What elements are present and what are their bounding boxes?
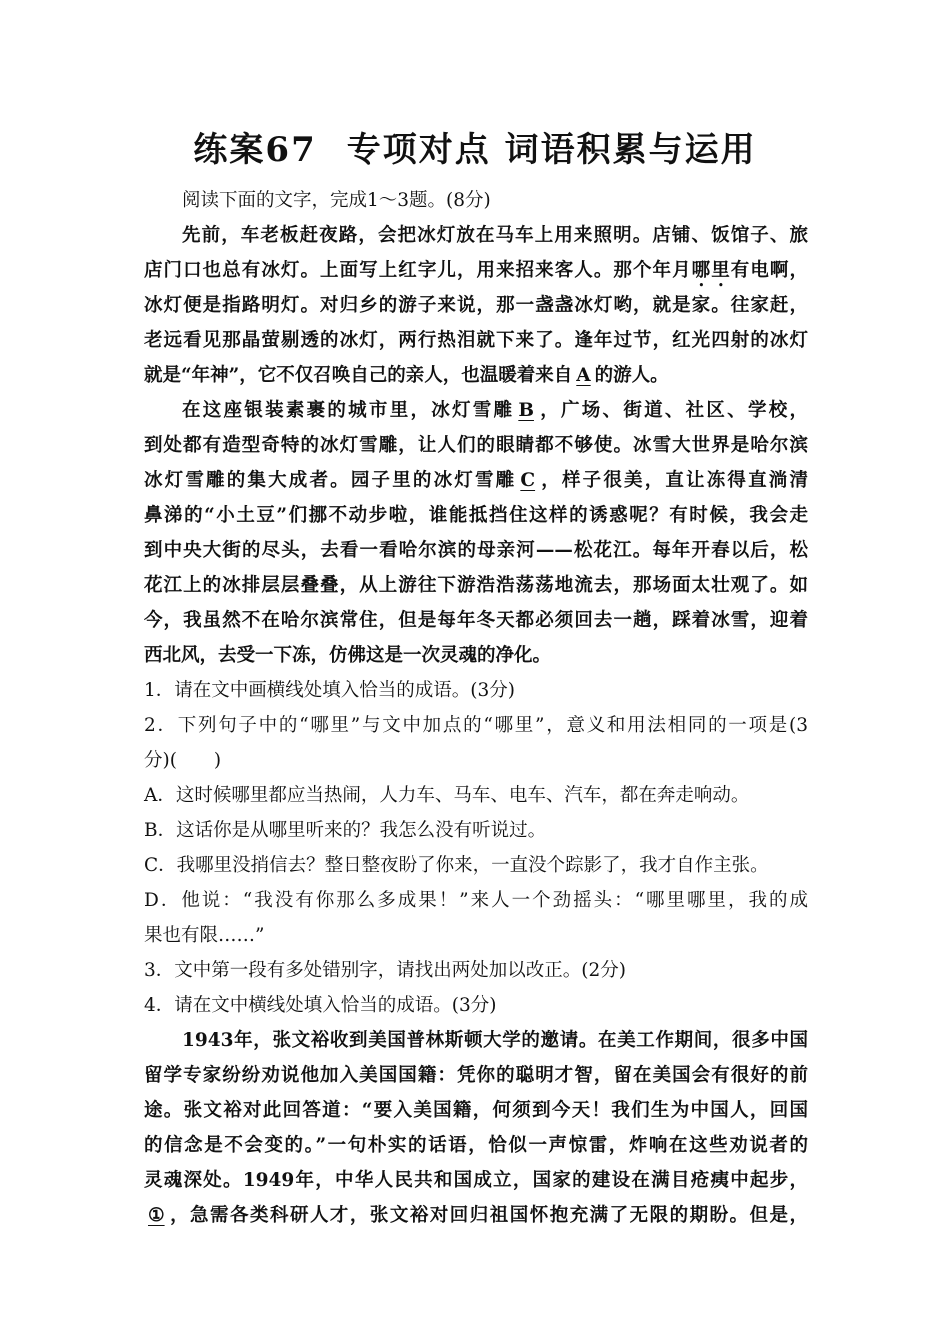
option-b: B．这话你是从哪里听来的？我怎么没有听说过。 (144, 820, 547, 841)
passage3-line: 灵魂深处。1949年，中华人民共和国成立，国家的建设在满目疮痍中起步， (144, 1170, 808, 1191)
passage1-line (144, 363, 808, 389)
question-1: 1．请在文中画横线处填入恰当的成语。(3分) (144, 680, 515, 701)
option-d-cont: 果也有限……” (144, 925, 265, 946)
passage2-line (144, 468, 808, 494)
option-c: C．我哪里没捎信去？整日整夜盼了你来，一直没个踪影了，我才自作主张。 (144, 855, 769, 876)
passage1-text: 的游人。 (594, 365, 669, 386)
title-sub: 专项对点 词语积累与运用 (346, 130, 757, 170)
blank-a[interactable]: A (576, 365, 591, 386)
option-a: A．这时候哪里都应当热闹，人力车、马车、电车、汽车，都在奔走响动。 (144, 785, 750, 806)
passage1-line (144, 258, 808, 291)
passage1-text: 有电啊， (730, 260, 808, 281)
passage2-text: ，广场、街道、社区、学校， (537, 400, 808, 421)
blank-1[interactable]: ① (148, 1205, 165, 1226)
question-3: 3．文中第一段有多处错别字，请找出两处加以改正。(2分) (144, 960, 626, 981)
blank-b[interactable]: B (518, 400, 534, 421)
question-2-cont: 分)( ) (144, 750, 222, 771)
passage2-text: ，样子很美，直让冻得直淌清 (539, 470, 808, 491)
passage2-line: 到处都有造型奇特的冰灯雪雕，让人们的眼睛都不够使。冰雪大世界是哈尔滨 (144, 435, 808, 456)
page-title (0, 122, 950, 171)
passage3-line (144, 1203, 808, 1229)
title-main: 练案67 (193, 130, 317, 170)
passage2-text: 在这座银装素裹的城市里，冰灯雪雕 (182, 400, 515, 421)
passage2-text: 冰灯雪雕的集大成者。园子里的冰灯雪雕 (144, 470, 517, 491)
reading-instruction: 阅读下面的文字，完成1～3题。(8分) (182, 190, 491, 211)
passage1-text: 就是“年神”，它不仅召唤自己的亲人，也温暖着来自 (144, 365, 573, 386)
passage1-line: 冰灯便是指路明灯。对归乡的游子来说，那一盏盏冰灯哟，就是家。往家赶， (144, 295, 808, 316)
passage2-line: 今，我虽然不在哈尔滨常住，但是每年冬天都必须回去一趟，踩着冰雪，迎着 (144, 610, 808, 631)
passage2-line (182, 398, 808, 424)
passage1-line: 先前，车老板赶夜路，会把冰灯放在马车上用来照明。店铺、饭馆子、旅 (182, 225, 808, 246)
option-d: D．他说：“我没有你那么多成果！”来人一个劲摇头：“哪里哪里，我的成 (144, 890, 808, 911)
question-2: 2．下列句子中的“哪里”与文中加点的“哪里”，意义和用法相同的一项是(3 (144, 715, 808, 736)
question-4: 4．请在文中横线处填入恰当的成语。(3分) (144, 995, 497, 1016)
passage2-line: 到中央大街的尽头，去看一看哈尔滨的母亲河——松花江。每年开春以后，松 (144, 540, 808, 561)
dotted-word-nali: 哪里 (691, 260, 731, 281)
passage3-line: 留学专家纷纷劝说他加入美国国籍：凭你的聪明才智，留在美国会有很好的前 (144, 1065, 808, 1086)
passage1-text: 店门口也总有冰灯。上面写上红字儿，用来招来客人。那个年月 (144, 260, 692, 281)
passage2-line: 西北风，去受一下冻，仿佛这是一次灵魂的净化。 (144, 645, 552, 666)
passage2-line: 鼻涕的“小土豆”们挪不动步啦，谁能抵挡住这样的诱惑呢？有时候，我会走 (144, 505, 808, 526)
passage2-line: 花江上的冰排层层叠叠，从上游往下游浩浩荡荡地流去，那场面太壮观了。如 (144, 575, 808, 596)
passage3-line: 的信念是不会变的。”一句朴实的话语，恰似一声惊雷，炸响在这些劝说者的 (144, 1135, 808, 1156)
passage1-line: 老远看见那晶萤剔透的冰灯，两行热泪就下来了。逢年过节，红光四射的冰灯 (144, 330, 808, 351)
passage3-line: 途。张文裕对此回答道：“要入美国籍，何须到今天！我们生为中国人，回国 (144, 1100, 808, 1121)
passage3-line: 1943年，张文裕收到美国普林斯顿大学的邀请。在美工作期间，很多中国 (182, 1030, 808, 1051)
passage3-text: ，急需各类科研人才，张文裕对回归祖国怀抱充满了无限的期盼。但是， (168, 1205, 808, 1226)
blank-c[interactable]: C (520, 470, 536, 491)
